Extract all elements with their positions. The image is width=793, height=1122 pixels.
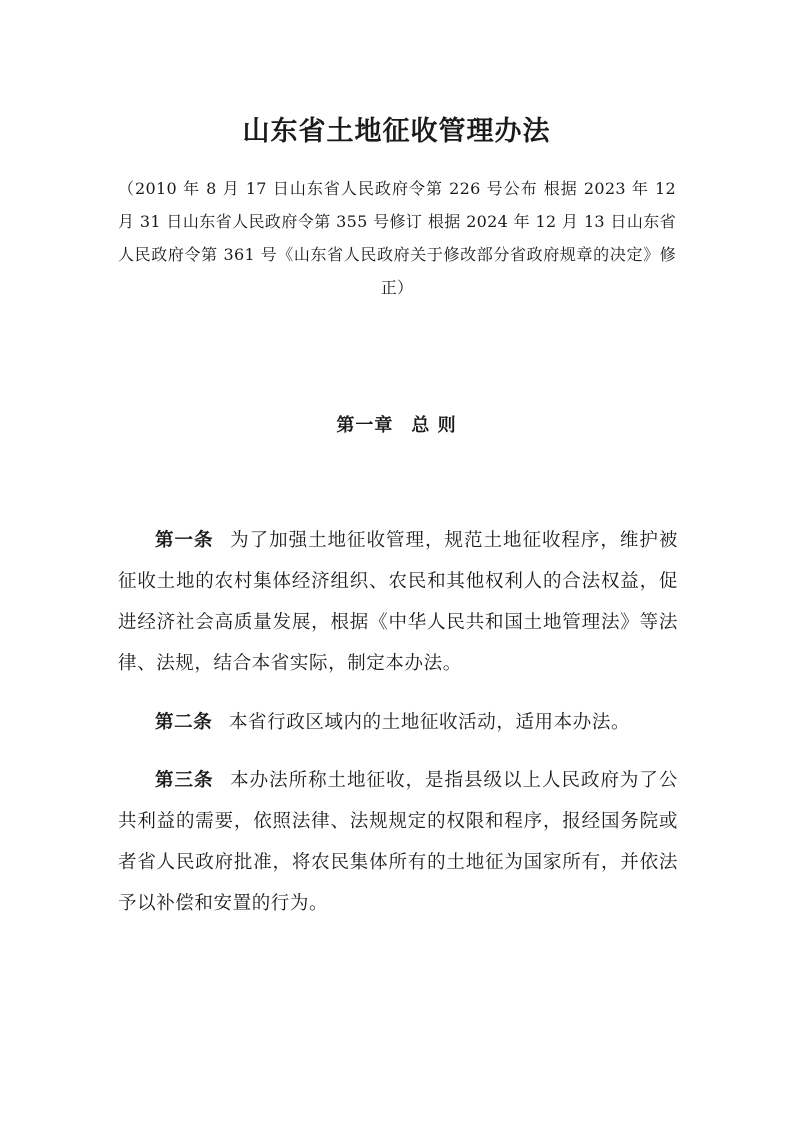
chapter-number: 第一章	[336, 415, 394, 436]
article-1	[118, 520, 678, 684]
chapter-heading	[0, 412, 793, 440]
article-text: 本办法所称土地征收，是指县级以上人民政府为了公共利益的需要，依照法律、法规规定的权限和程序，报经国务院或者省人民政府批准，将农民集体所有的土地征为国家所有，并依法予以补偿和安置的行为。	[118, 770, 678, 914]
article-3	[118, 760, 678, 924]
document-subtitle: （2010 年 8 月 17 日山东省人民政府令第 226 号公布 根据 2023 年 12 月 31 日山东省人民政府令第 355 号修订 根据 2024 年 12 月 13 日山东省人民政府令第 361 号《山东省人民政府关于修改部分省政府规章的决定》修正）	[118, 179, 676, 297]
article-2	[118, 702, 678, 743]
article-text: 为了加强土地征收管理，规范土地征收程序，维护被征收土地的农村集体经济组织、农民和其他权利人的合法权益，促进经济社会高质量发展，根据《中华人民共和国土地管理法》等法律、法规，结合本省实际，制定本办法。	[118, 530, 678, 674]
article-text: 本省行政区域内的土地征收活动，适用本办法。	[228, 712, 631, 733]
article-number: 第二条	[155, 712, 213, 733]
document-title: 山东省土地征收管理办法	[242, 116, 551, 147]
article-number: 第三条	[155, 770, 214, 791]
article-number: 第一条	[155, 530, 214, 551]
chapter-name: 总 则	[411, 415, 457, 436]
